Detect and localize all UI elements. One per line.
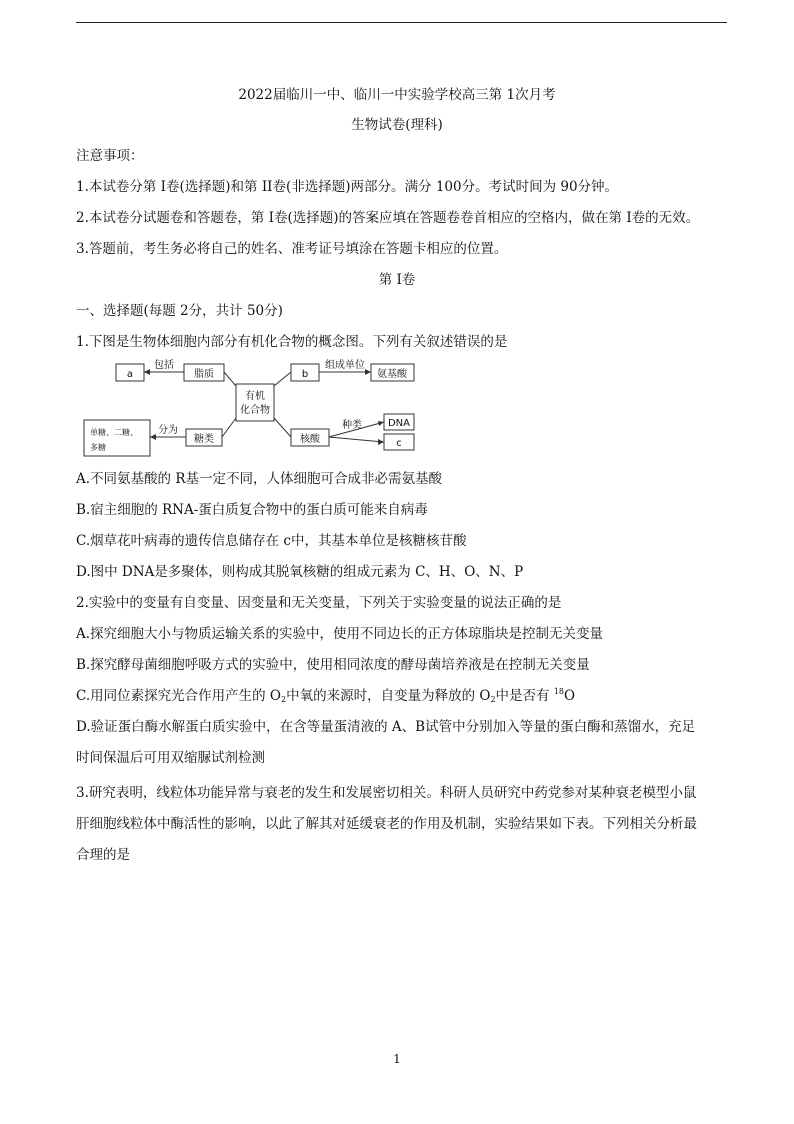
label-sugar-types-2: 多糖 (90, 443, 106, 452)
exam-title: 2022届临川一中、临川一中实验学校高三第 1次月考 (238, 87, 556, 103)
label-unit: 组成单位 (325, 360, 365, 371)
question-3-stem-line-1: 3.研究表明，线粒体功能异常与衰老的发生和发展密切相关。科研人员研究中药党参对某种衰老模型小鼠 (76, 785, 697, 801)
label-nucleic-acid: 核酸 (300, 434, 320, 445)
question-3-stem-line-3: 合理的是 (76, 847, 130, 863)
concept-map-diagram (76, 356, 436, 466)
volume-title: 第 I卷 (378, 272, 416, 288)
question-3-stem-line-2: 肝细胞线粒体中酶活性的影响，以此了解其对延缓衰老的作用及机制，实验结果如下表。下列相关分析最 (76, 816, 697, 832)
label-divide: 分为 (158, 425, 178, 436)
connector-b (274, 372, 291, 386)
label-sugar-types-1: 单糖、二糖、 (90, 428, 138, 437)
q1-option-c: C.烟草花叶病毒的遗传信息储存在 c中，其基本单位是核糖核苷酸 (76, 533, 467, 549)
label-a: a (126, 369, 134, 380)
q2-option-d-line-1: D.验证蛋白酶水解蛋白质实验中，在含等量蛋清液的 A、B试管中分别加入等量的蛋白酶和蒸馏水，充足 (76, 719, 696, 735)
notice-item: 2.本试卷分试题卷和答题卷，第 I卷(选择题)的答案应填在答题卷卷首相应的空格内，做在第 I卷的无效。 (76, 210, 700, 226)
question-2-stem: 2.实验中的变量有自变量、因变量和无关变量，下列关于实验变量的说法正确的是 (76, 595, 562, 611)
label-dna: DNA (387, 418, 411, 429)
q1-option-a: A.不同氨基酸的 R基一定不同，人体细胞可合成非必需氨基酸 (76, 471, 442, 487)
header-rule (76, 22, 727, 23)
page-number: 1 (393, 1052, 401, 1066)
arrowhead-divide (150, 434, 156, 440)
question-1-stem: 1.下图是生物体细胞内部分有机化合物的概念图。下列有关叙述错误的是 (76, 334, 508, 350)
label-center-2: 化合物 (240, 405, 270, 416)
exam-subtitle: 生物试卷(理科) (351, 117, 443, 133)
arrowhead-include (144, 369, 150, 375)
q2-option-b: B.探究酵母菌细胞呼吸方式的实验中，使用相同浓度的酵母菌培养液是在控制无关变量 (76, 657, 590, 673)
connector-sugar (222, 418, 236, 437)
label-c: c (396, 438, 402, 449)
section-heading: 一、选择题(每题 2分，共计 50分) (76, 303, 283, 319)
label-sugar: 糖类 (194, 434, 214, 445)
label-kind: 种类 (342, 420, 362, 431)
label-b: b (301, 369, 309, 380)
q2-option-d-line-2: 时间保温后可用双缩脲试剂检测 (76, 750, 265, 766)
label-center-1: 有机 (245, 391, 265, 402)
q1-option-b: B.宿主细胞的 RNA-蛋白质复合物中的蛋白质可能来自病毒 (76, 502, 428, 518)
connector-lipid (224, 372, 236, 386)
arrowhead-c (378, 439, 384, 445)
arrowhead-unit (365, 369, 371, 375)
connector-nucleic (274, 418, 291, 437)
label-lipid: 脂质 (194, 369, 214, 380)
notice-item: 1.本试卷分第 I卷(选择题)和第 II卷(非选择题)两部分。满分 100分。考试时间为 90分钟。 (76, 179, 619, 195)
q2-option-a: A.探究细胞大小与物质运输关系的实验中，使用不同边长的正方体琼脂块是控制无关变量 (76, 626, 604, 642)
notice-item: 3.答题前，考生务必将自己的姓名、准考证号填涂在答题卡相应的位置。 (76, 241, 508, 257)
q2-option-c: C.用同位素探究光合作用产生的 $O_2$中氧的来源时，自变量为释放的 $O_2$中是否有 $^{18}$O (76, 687, 576, 704)
concept-map-svg (76, 356, 436, 466)
label-amino-acid: 氨基酸 (377, 369, 407, 380)
notice-heading: 注意事项： (76, 148, 144, 164)
arrow-c (329, 437, 384, 442)
q1-option-d: D.图中 DNA是多聚体，则构成其脱氧核糖的组成元素为 C、H、O、N、P (76, 564, 524, 580)
label-include: 包括 (154, 360, 174, 371)
